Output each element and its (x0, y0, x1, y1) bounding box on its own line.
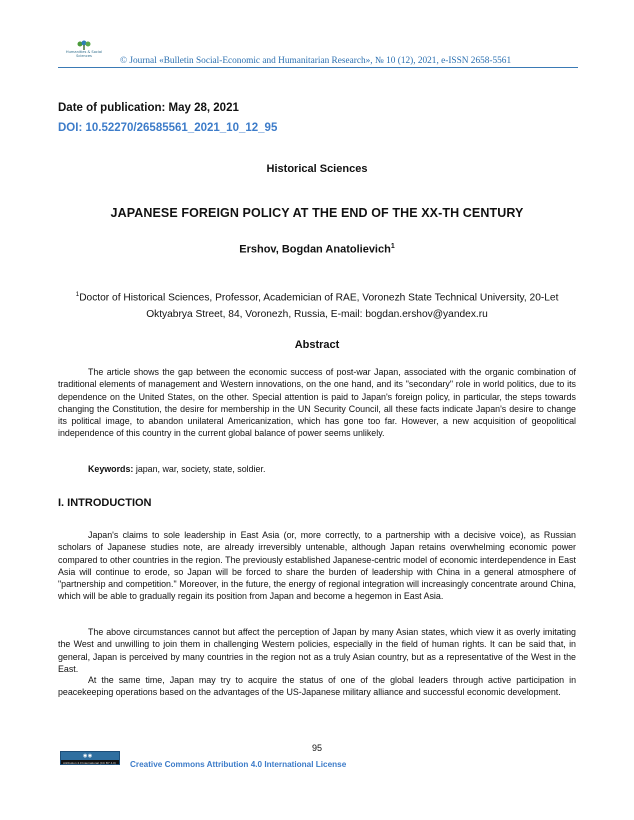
keywords-list: japan, war, society, state, soldier. (133, 464, 266, 474)
affiliation-text: Doctor of Historical Sciences, Professor, Academician of RAE, Voronezh State Technical University, 20-Let Oktyabrya Street, 84, Voronezh, Russia, E-mail: bogdan.ershov@yandex.ru (79, 292, 559, 321)
cc-license-badge[interactable] (60, 751, 120, 765)
page-number: 95 (311, 743, 322, 753)
author-name (0, 243, 634, 256)
article-title: JAPANESE FOREIGN POLICY AT THE END OF THE XX-TH CENTURY (110, 206, 524, 220)
keywords (58, 463, 576, 475)
abstract-heading: Abstract (294, 339, 340, 351)
author-name-text: Ershov, Bogdan Anatolievich (239, 243, 391, 256)
introduction-heading: I. INTRODUCTION (58, 497, 152, 509)
doi-link[interactable]: DOI: 10.52270/26585561_2021_10_12_95 (58, 122, 278, 134)
logo-text: Humanities & Social Sciences (65, 50, 103, 58)
journal-citation: © Journal «Bulletin Social-Economic and Humanitarian Research», № 10 (12), 2021, e-ISSN 2658-5561 (120, 56, 512, 66)
journal-logo (64, 40, 104, 66)
section-heading: Historical Sciences (266, 163, 368, 175)
publication-date: Date of publication: May 28, 2021 (58, 102, 239, 114)
author-affiliation (60, 286, 574, 323)
journal-header (58, 40, 578, 70)
intro-paragraph: Japan's claims to sole leadership in East Asia (or, more correctly, to a partnership with a decisive voice), as Russian scholars of Japanese studies note, are already irreversibly untenable, although Japan retains overwhelming economic power compared to other countries in the region. The previously established Japanese-centric model of economic interdependence in East Asia will continue to erode, so Japan will be forced to share the burden of leadership with China in a general atmosphere of "partnership and competition." Moreover, in the future, the energy of regional integration will increasingly concentrate around China, which will be able to gradually regain its position from Japan and become a hegemon in East Asia. (58, 530, 576, 602)
license-link[interactable]: Creative Commons Attribution 4.0 International License (130, 760, 347, 769)
cc-badge-text: Attribution 4.0 International (CC BY 4.0) (63, 761, 116, 765)
affiliation-footnote-mark: 1 (75, 291, 80, 298)
leaf-logo-icon (77, 40, 91, 50)
intro-paragraph: The above circumstances cannot but affect the perception of Japan by many Asian states, which view it as overly imitating the West and unwilling to join them in challenging Western policies, especially in the field of human rights. It can be said that, in general, Japan is perceived by many countries in the region not as a truly Asian country, but as a representative of the West in the East. (58, 627, 576, 674)
cc-badge-strip (61, 760, 119, 764)
keywords-label: Keywords: (88, 464, 134, 474)
cc-by-icon: ◉◉ (83, 753, 93, 759)
abstract-body: The article shows the gap between the economic success of post-war Japan, associated with the organic combination of traditional elements of management and Western innovations, on the one hand, and its "secondary" role in world politics, due to its dependence on the United States, on the other. Special attention is paid to Japan's foreign policy, in particular, the steps towards changing the Constitution, the desire for membership in the UN Security Council, all these facts indicate Japan's desire to change its political image, to abandon unilateral Americanization, which has gone too far. However, a new acquisition of geopolitical independence of this country in the current global balance of power seems unlikely. (58, 367, 576, 439)
intro-paragraph: At the same time, Japan may try to acquire the status of one of the global leaders through active participation in peacekeeping operations based on the advantages of the US-Japanese military alliance and successful economic development. (58, 675, 576, 698)
author-footnote-mark: 1 (390, 243, 395, 250)
header-divider (58, 67, 578, 68)
